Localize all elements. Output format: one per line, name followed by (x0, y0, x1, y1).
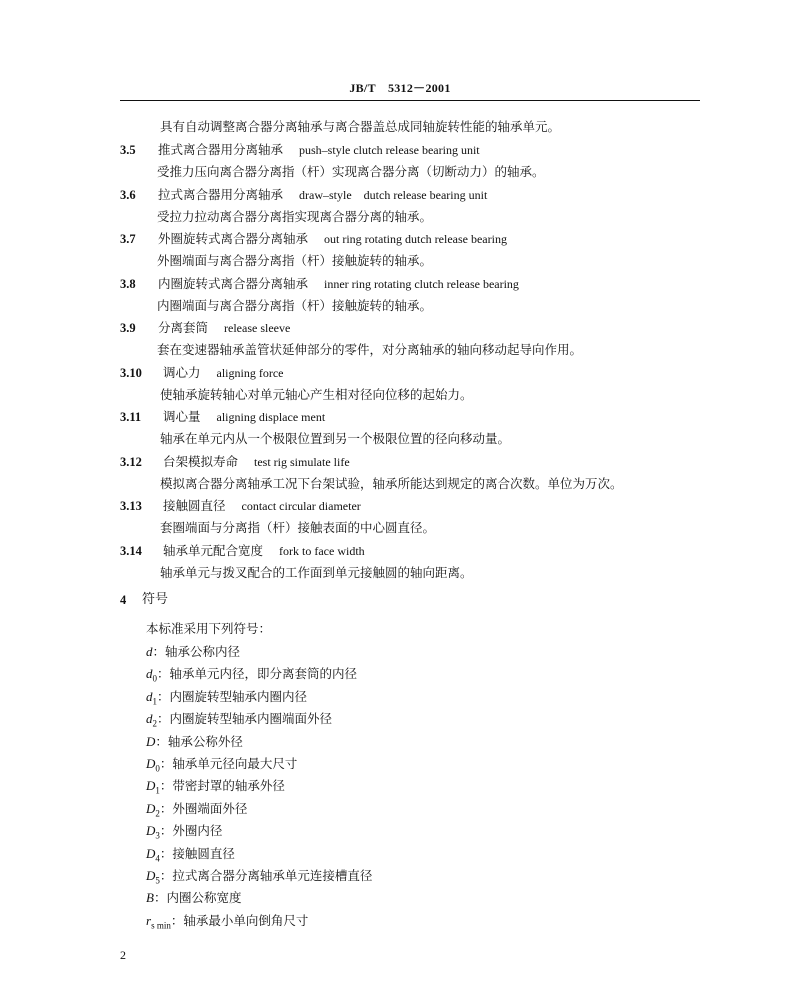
section-title: 符号 (142, 592, 169, 607)
definition-term-line (163, 454, 350, 470)
symbol-description: ：内圈公称宽度 (153, 890, 242, 905)
definition-term-line (158, 142, 480, 158)
definition-number: 3.11 (120, 410, 142, 424)
definition-description: 受推力压向离合器分离指（杆）实现离合器分离（切断动力）的轴承。 (157, 164, 545, 179)
symbol-description: ：外圈端面外径 (159, 801, 248, 816)
symbol-entry (146, 913, 308, 934)
definition-english-term: aligning displace ment (216, 410, 326, 424)
symbol-description: ：拉式离合器分离轴承单元连接槽直径 (159, 868, 373, 883)
symbol-subscript: 1 (152, 696, 157, 707)
section-number: 4 (120, 593, 127, 607)
definition-number: 3.7 (120, 232, 136, 246)
symbol (146, 666, 157, 684)
definition-number: 3.14 (120, 544, 142, 558)
symbol (146, 778, 160, 796)
symbol-letter: D (146, 734, 156, 749)
definition-number: 3.13 (120, 499, 142, 513)
symbol-subscript: s min (151, 920, 171, 931)
symbol-subscript: 4 (155, 853, 160, 864)
symbol (146, 868, 160, 886)
symbol-description: ：内圈旋转型轴承内圈内径 (157, 689, 308, 704)
symbol (146, 801, 160, 819)
symbol (146, 689, 157, 707)
symbol (146, 913, 171, 931)
definition-description: 套圈端面与分离指（杆）接触表面的中心圆直径。 (160, 520, 436, 535)
definition-english-term: contact circular diameter (241, 499, 361, 513)
symbol-entry (146, 734, 243, 750)
symbol-letter: B (146, 890, 154, 905)
symbol-description: ：带密封罩的轴承外径 (159, 778, 285, 793)
definition-english-term: out ring rotating dutch release bearing (324, 232, 507, 246)
symbol-letter: D (146, 756, 156, 771)
symbol-entry (146, 846, 235, 867)
symbol-entry (146, 711, 332, 732)
symbol-subscript: 0 (152, 673, 157, 684)
definition-term-line (163, 365, 284, 381)
symbol-letter: d (146, 711, 153, 726)
symbol-entry (146, 689, 307, 710)
definition-description: 内圈端面与离合器分离指（杆）接触旋转的轴承。 (157, 298, 433, 313)
definition-term: 台架模拟寿命 (163, 454, 239, 469)
symbol-entry (146, 823, 222, 844)
definition-term: 推式离合器用分离轴承 (158, 142, 284, 157)
symbol-letter: D (146, 801, 156, 816)
definition-term-line (158, 276, 519, 292)
definition-english-term: aligning force (216, 366, 284, 380)
symbol (146, 734, 155, 749)
symbol-description: ：内圈旋转型轴承内圈端面外径 (157, 711, 333, 726)
definition-term: 轴承单元配合宽度 (163, 543, 264, 558)
header-rule (120, 100, 700, 101)
definition-description: 轴承在单元内从一个极限位置到另一个极限位置的径向移动量。 (160, 431, 511, 446)
symbol-subscript: 3 (155, 830, 160, 841)
definition-number: 3.9 (120, 321, 136, 335)
definition-term-line (163, 409, 325, 425)
definition-term: 内圈旋转式离合器分离轴承 (158, 276, 309, 291)
definition-term-line (158, 231, 507, 247)
symbol-entry (146, 778, 285, 799)
symbol-description: ：轴承公称外径 (155, 734, 243, 749)
symbol-entry (146, 644, 240, 660)
symbol-entry (146, 801, 247, 822)
definition-term-line (163, 498, 361, 514)
definition-description: 使轴承旋转轴心对单元轴心产生相对径向位移的起始力。 (160, 387, 473, 402)
definition-number: 3.5 (120, 143, 136, 157)
symbol (146, 890, 154, 905)
definition-term: 接触圆直径 (163, 498, 226, 513)
symbol-description: ：轴承单元径向最大尺寸 (159, 756, 298, 771)
symbol-letter: D (146, 778, 156, 793)
symbol-subscript: 5 (155, 875, 160, 886)
definition-number: 3.6 (120, 188, 136, 202)
definition-english-term: release sleeve (224, 321, 291, 335)
definition-term: 外圈旋转式离合器分离轴承 (158, 231, 309, 246)
symbol-entry (146, 868, 372, 889)
symbol-description: ：轴承单元内径，即分离套筒的内径 (157, 666, 358, 681)
definition-description: 外圈端面与离合器分离指（杆）接触旋转的轴承。 (157, 253, 433, 268)
symbol (146, 756, 160, 774)
definition-english-term: push–style clutch release bearing unit (299, 143, 480, 157)
definition-english-term: inner ring rotating clutch release bearing (324, 277, 519, 291)
symbol-description: ：接触圆直径 (159, 846, 235, 861)
symbol-subscript: 2 (155, 808, 160, 819)
definition-number: 3.8 (120, 277, 136, 291)
definition-term: 拉式离合器用分离轴承 (158, 187, 284, 202)
definition-english-term: test rig simulate life (254, 455, 350, 469)
symbol-letter: D (146, 823, 156, 838)
definition-term: 分离套筒 (158, 320, 209, 335)
symbol-letter: d (146, 666, 153, 681)
symbol-subscript: 1 (155, 785, 160, 796)
definition-english-term: fork to face width (279, 544, 365, 558)
symbol-subscript: 0 (155, 763, 160, 774)
definition-term: 调心力 (163, 365, 201, 380)
symbol (146, 711, 157, 729)
symbol-letter: D (146, 868, 156, 883)
symbol-subscript: 2 (152, 718, 157, 729)
intro-line: 具有自动调整离合器分离轴承与离合器盖总成同轴旋转性能的轴承单元。 (160, 119, 561, 134)
definition-english-term: draw–style dutch release bearing unit (299, 188, 488, 202)
symbol-entry (146, 666, 357, 687)
definition-description: 轴承单元与拨叉配合的工作面到单元接触圆的轴向距离。 (160, 565, 473, 580)
symbol (146, 846, 160, 864)
definition-term: 调心量 (163, 409, 201, 424)
symbol-letter: d (146, 689, 153, 704)
symbol-description: ：外圈内径 (159, 823, 223, 838)
symbol-entry (146, 756, 297, 777)
symbol-letter: d (146, 644, 153, 659)
definition-description: 套在变速器轴承盖管状延伸部分的零件，对分离轴承的轴向移动起导向作用。 (157, 342, 583, 357)
document-header: JB/T 5312－2001 (349, 81, 451, 95)
definition-term-line (163, 543, 365, 559)
symbol-description: ：轴承公称内径 (152, 644, 241, 659)
definition-description: 受拉力拉动离合器分离指实现离合器分离的轴承。 (157, 209, 433, 224)
definition-term-line (158, 187, 487, 203)
symbols-intro: 本标准采用下列符号： (146, 621, 272, 636)
definition-number: 3.10 (120, 366, 142, 380)
symbol-description: ：轴承最小单向倒角尺寸 (170, 913, 309, 928)
definition-description: 模拟离合器分离轴承工况下台架试验，轴承所能达到规定的离合次数。单位为万次。 (160, 476, 623, 491)
symbol-letter: D (146, 846, 156, 861)
symbol (146, 823, 160, 841)
symbol-letter: r (146, 913, 152, 928)
page-number: 2 (120, 948, 126, 962)
symbol-entry (146, 890, 241, 906)
definition-number: 3.12 (120, 455, 142, 469)
definition-term-line (158, 320, 290, 336)
